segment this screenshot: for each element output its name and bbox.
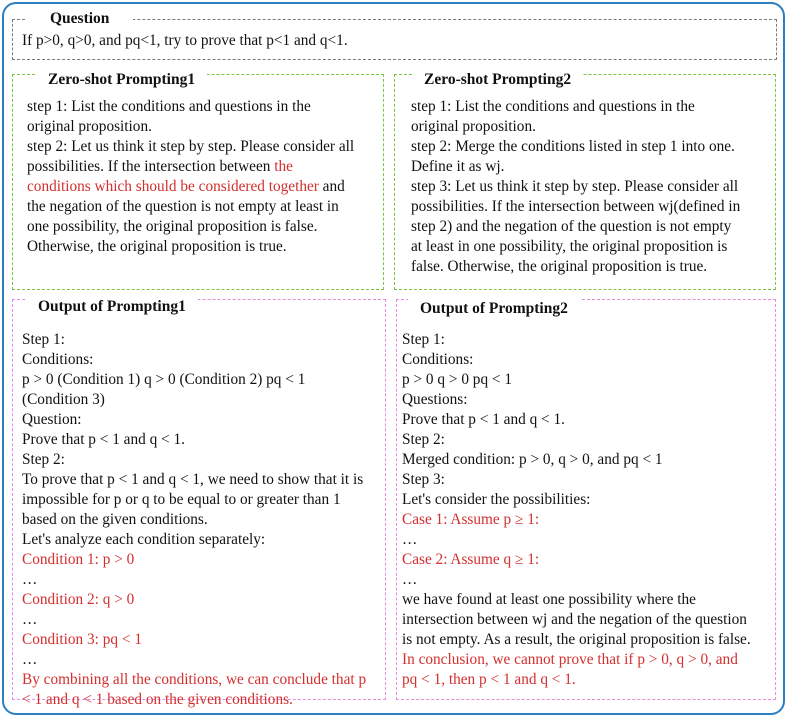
output2-line: intersection between wj and the negation of the question (402, 611, 747, 628)
output1-line: p > 0 (Condition 1) q > 0 (Condition 2) pq < 1 (22, 371, 306, 388)
prompting2-line: step 3: Let us think it step by step. Please consider all (411, 178, 739, 195)
prompting1-line: original proposition. (27, 118, 152, 135)
output1-highlight-line: By combining all the conditions, we can conclude that p (22, 671, 367, 688)
output1-line: … (22, 571, 38, 588)
output1-line: Let's analyze each condition separately: (22, 531, 266, 548)
output2-line: Questions: (402, 391, 468, 408)
prompting2-body (411, 97, 740, 277)
output2-line: Step 3: (402, 471, 445, 488)
output1-line: Question: (22, 411, 82, 428)
prompting2-line: possibilities. If the intersection between wj(defined in (411, 198, 741, 215)
prompting1-line: one possibility, the original proposition is false. (27, 218, 318, 235)
output1-title: Output of Prompting1 (26, 297, 198, 317)
prompting1-line: conditions which should be considered together and (27, 178, 345, 195)
prompting1-body (27, 97, 354, 257)
highlight-text: conditions which should be considered together (27, 178, 319, 195)
output2-line: we have found at least one possibility where the (402, 591, 696, 608)
highlight-text: the (274, 158, 293, 175)
output2-highlight-line: pq < 1, then p < 1 and q < 1. (402, 671, 576, 688)
prompting2-line: step 2) and the negation of the question is not empty (411, 218, 732, 235)
output2-line: … (402, 531, 418, 548)
output1-highlight-line: Condition 3: pq < 1 (22, 631, 142, 648)
prompting2-line: false. Otherwise, the original proposition is true. (411, 258, 708, 275)
output1-line: impossible for p or q to be equal to or greater than 1 (22, 491, 341, 508)
prompting2-line: Define it as wj. (411, 158, 505, 175)
prompting1-line: step 2: Let us think it step by step. Please consider all (27, 138, 355, 155)
output1-line: … (22, 651, 38, 668)
prompting2-line: original proposition. (411, 118, 536, 135)
output2-line: Step 2: (402, 431, 445, 448)
output1-line: based on the given conditions. (22, 511, 208, 528)
output1-line: (Condition 3) (22, 391, 105, 408)
output1-line: Conditions: (22, 351, 94, 368)
prompting1-line: Otherwise, the original proposition is true. (27, 238, 287, 255)
output1-line: … (22, 611, 38, 628)
output2-body (402, 330, 751, 690)
prompting1-line: step 1: List the conditions and questions in the (27, 98, 311, 115)
output1-line: Prove that p < 1 and q < 1. (22, 431, 185, 448)
output2-highlight-line: Case 2: Assume q ≥ 1: (402, 551, 540, 568)
output2-line: Merged condition: p > 0, q > 0, and pq < 1 (402, 451, 663, 468)
output2-title: Output of Prompting2 (408, 299, 580, 319)
output1-highlight-line: < 1 and q < 1 based on the given conditions. (22, 691, 293, 708)
output2-line: is not empty. As a result, the original proposition is false. (402, 631, 751, 648)
output2-line: Let's consider the possibilities: (402, 491, 591, 508)
prompting1-title: Zero-shot Prompting1 (36, 70, 207, 90)
prompting1-line: possibilities. If the intersection between the (27, 158, 293, 175)
output1-line: Step 1: (22, 331, 65, 348)
output2-line: Prove that p < 1 and q < 1. (402, 411, 565, 428)
prompting2-title: Zero-shot Prompting2 (412, 70, 583, 90)
prompting2-line: step 2: Merge the conditions listed in step 1 into one. (411, 138, 735, 155)
output2-line: Conditions: (402, 351, 474, 368)
question-title: Question (26, 9, 133, 29)
prompting1-line: the negation of the question is not empty at least in (27, 198, 339, 215)
output2-line: … (402, 571, 418, 588)
output1-highlight-line: Condition 2: q > 0 (22, 591, 135, 608)
question-text: If p>0, q>0, and pq<1, try to prove that p<1 and q<1. (22, 32, 348, 49)
output2-line: Step 1: (402, 331, 445, 348)
output1-body (22, 330, 366, 710)
output1-line: Step 2: (22, 451, 65, 468)
output1-highlight-line: Condition 1: p > 0 (22, 551, 135, 568)
output2-highlight-line: Case 1: Assume p ≥ 1: (402, 511, 540, 528)
output2-line: p > 0 q > 0 pq < 1 (402, 371, 513, 388)
prompting2-line: at least in one possibility, the original proposition is (411, 238, 728, 255)
prompting2-line: step 1: List the conditions and questions in the (411, 98, 695, 115)
output2-highlight-line: In conclusion, we cannot prove that if p > 0, q > 0, and (402, 651, 738, 668)
output1-line: To prove that p < 1 and q < 1, we need to show that it is (22, 471, 364, 488)
